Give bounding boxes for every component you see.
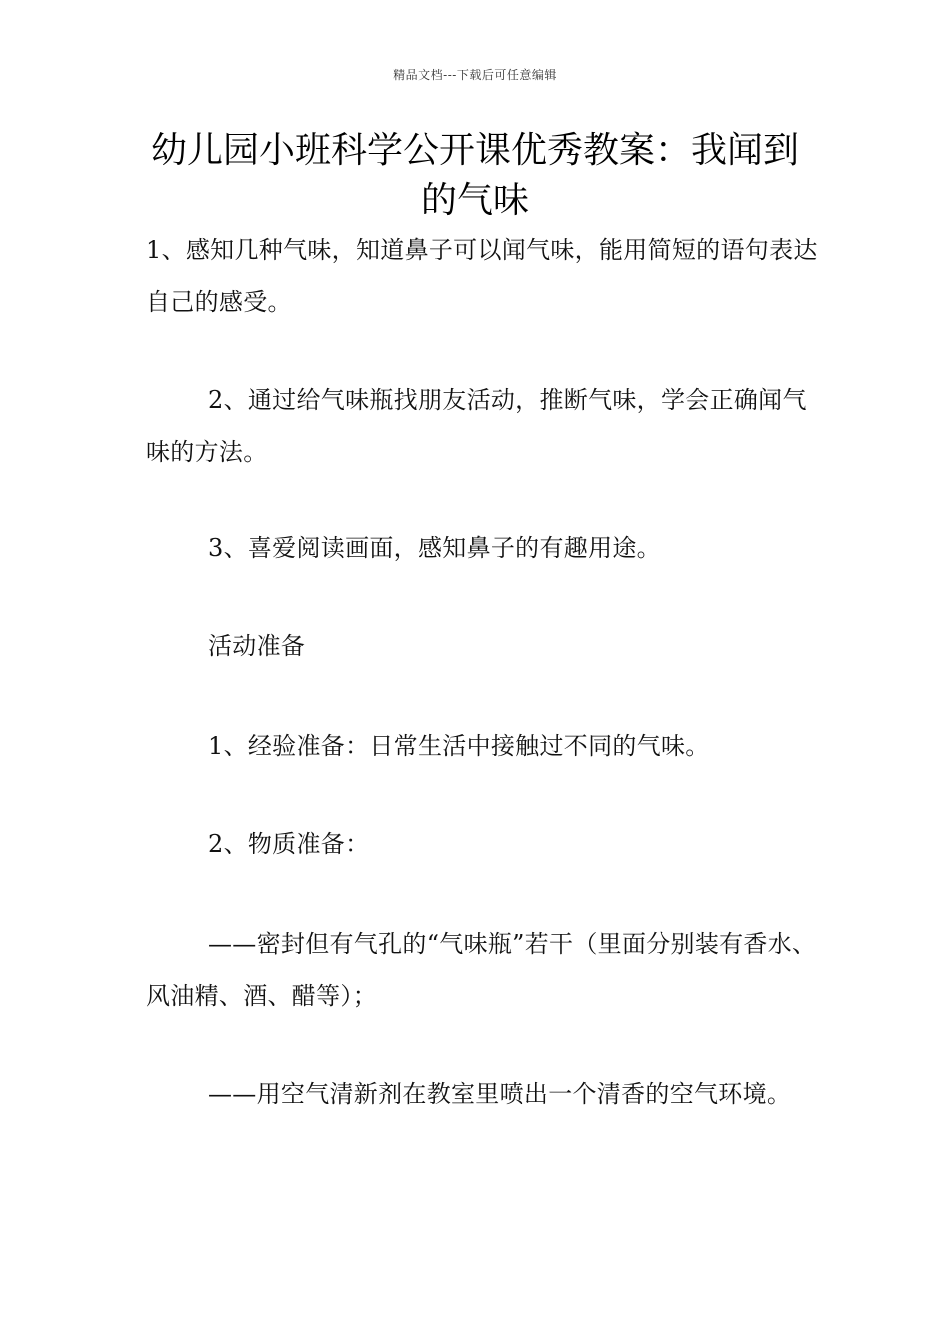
material-preparation-paragraph: 2、物质准备： <box>208 830 370 858</box>
objective-1-paragraph: 1、感知几种气味，知道鼻子可以闻气味，能用简短的语句表达自己的感受。 <box>146 236 818 316</box>
document-title: 幼儿园小班科学公开课优秀教案：我闻到的气味 <box>150 130 799 221</box>
page-header: 精品文档---下载后可任意编辑 <box>393 68 557 82</box>
experience-preparation-paragraph: 1、经验准备：日常生活中接触过不同的气味。 <box>208 732 710 760</box>
material-item-1-paragraph: ——密封但有气孔的“气味瓶”若干（里面分别装有香水、风油精、酒、醋等）； <box>146 930 817 1010</box>
objective-2-paragraph: 2、通过给气味瓶找朋友活动，推断气味，学会正确闻气味的方法。 <box>146 386 807 466</box>
section-heading-preparation: 活动准备 <box>208 632 306 660</box>
material-item-2-paragraph: ——用空气清新剂在教室里喷出一个清香的空气环境。 <box>208 1080 792 1108</box>
objective-3-paragraph: 3、喜爱阅读画面，感知鼻子的有趣用途。 <box>208 534 661 562</box>
